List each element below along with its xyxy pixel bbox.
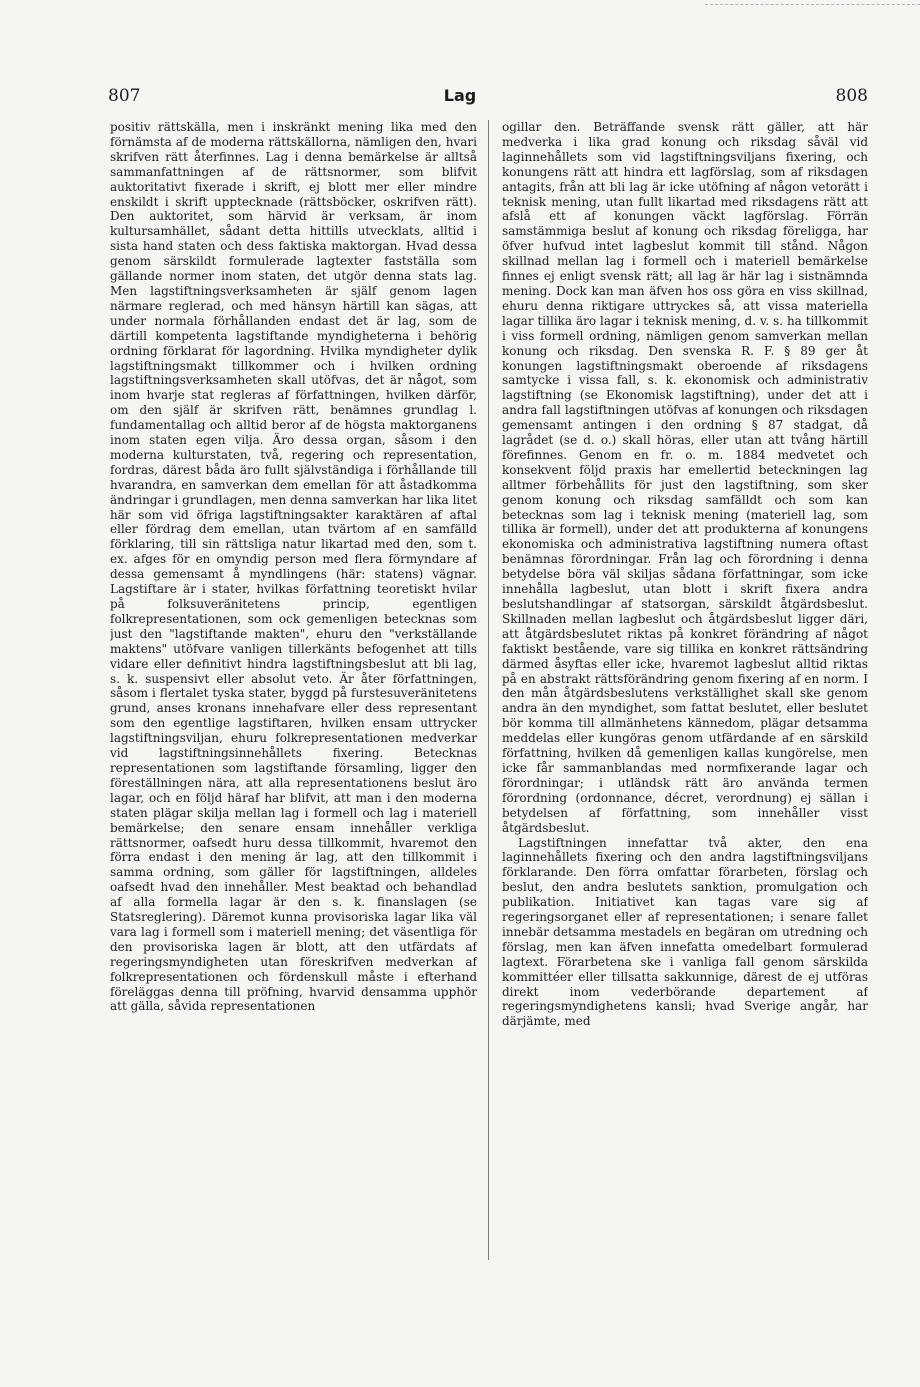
right-paragraph-2: Lagstiftningen innefattar två akter, den ena laginnehållets fixering och den andra lagstiftningsviljans förklarande. Den förra omfattar förarbeten, förslag och beslut, den andra beslutets sanktion, promulgation och publikation. Initiativet kan tagas vare sig af regeringsorganet eller af representationen; i senare fallet innebär detsamma mestadels en begäran om utredning och förslag, men kan äfven innefatta omedelbart formulerad lagtext. Förarbetena ske i vanliga fall genom särskilda kommittéer eller tillsatta sakkunnige, därest de ej utföras direkt inom vederbörande departement af regeringsmyndighetens kansli; hvad Sverige angår, har därjämte, med — [502, 835, 868, 1029]
page-number-left: 807 — [108, 86, 141, 106]
top-edge-rule — [705, 4, 920, 5]
running-title: Lag — [443, 86, 477, 105]
left-paragraph-1: positiv rättskälla, men i inskränkt mening lika med den förnämsta af de moderna rättskällorna, nämligen den, hvari skrifven rätt återfinnes. Lag i denna bemärkelse är alltså sammanfattningen af de rättsnormer, som blifvit auktoritativt fixerade i skrift, ej blott mer eller mindre enskildt i skrift upptecknade (rättsböcker, oskrifven rätt). Den auktoritet, som härvid är verksam, är inom kultursamhället, sådant detta hittills utvecklats, alltid i sista hand staten och dess faktiska maktorgan. Hvad dessa genom särskildt formulerade lagtexter fastställa som gällande normer inom staten, det utgör denna stats lag. Men lagstiftningsverksamheten är själf genom lagen närmare reglerad, och med hänsyn härtill kan sägas, att under normala förhållanden endast det är lag, som de därtill kompetenta lagstiftande myndigheterna i behörig ordning förklarat för lagordning. Hvilka myndigheter dylik lagstiftningsmakt tillkommer och i hvilken ordning lagstiftningsverksamheten skall utöfvas, det är något, som inom hvarje stat regleras af författningen, hvilken därför, om den själf är skrifven rätt, benämnes grundlag l. fundamentallag och alltid beror af de högsta maktorganens inom staten egen vilja. Äro dessa organ, såsom i den moderna kulturstaten, två, regering och representation, fordras, därest båda äro fullt självständiga i förhållande till hvarandra, en samverkan dem emellan för att åstadkomma ändringar i grundlagen, men denna samverkan har lika litet här som vid öfriga lagstiftningsakter karaktären af aftal eller fördrag dem emellan, utan tvärtom af en samfälld förklaring, till sin rättsliga natur likartad med den, som t. ex. afges för en omyndig person med flera förmyndare af dessa gemensamt å myndlingens (här: statens) vägnar. Lagstiftare är i stater, hvilkas författning teoretiskt hvilar på folksuveränitetens princip, egentligen folkrepresentationen, som ock gemenligen betecknas som just den "lagstiftande makten", ehuru den "verkställande maktens" utöfvare vanligen tillerkänts befogenhet att tills vidare eller definitivt hindra lagstiftningsbeslut att bli lag, s. k. suspensivt eller absolut veto. Är åter författningen, såsom i flertalet tyska stater, byggd på furstesuveränitetens grund, anses kronans innehafvare eller dess representant som den egentlige lagstiftaren, hvilken ensam uttrycker lagstiftningsviljan, ehuru folkrepresentationen medverkar vid lagstiftningsinnehållets fixering. Betecknas representationen som lagstiftande församling, ligger den föreställningen nära, att alla representationens beslut äro lagar, och en följd häraf har blifvit, att man i den moderna staten plägar skilja mellan lag i formell och lag i materiell bemärkelse; den senare ensam innehåller verkliga rättsnormer, oafsedt huru dessa tillkommit, hvaremot den förra endast i den mening är lag, att den tillkommit i samma ordning, som gäller för lagstiftningen, alldeles oafsedt hvad den innehåller. Mest beaktad och behandlad af alla formella lagar är den s. k. finanslagen (se Statsreglering). Däremot kunna provisoriska lagar lika väl vara lag i formell som i materiell mening; det väsentliga för den provisoriska lagen är blott, att den utfärdats af regeringsmyndigheten utan föreskrifven medverkan af folkrepresentationen och fördenskull måste i efterhand föreläggas denna till pröfning, hvarvid densamma upphör att gälla, såvida representationen — [110, 120, 477, 1014]
right-column — [502, 120, 868, 1270]
page-number-right: 808 — [835, 86, 868, 106]
right-paragraph-1: ogillar den. Beträffande svensk rätt gäller, att här medverka i lika grad konung och riksdag såväl vid laginnehållets som vid lagstiftningsviljans fixering, och konungens rätt att hindra ett lagförslag, som af riksdagen antagits, från att bli lag är icke utöfning af någon vetorätt i teknisk mening, utan fullt likartad med riksdagens rätt att afslå ett af konungen väckt lagförslag. Förrän samstämmiga beslut af konung och riksdag föreligga, har öfver hufvud intet lagbeslut kommit till stånd. Någon skillnad mellan lag i formell och i materiell bemärkelse finnes ej enligt svensk rätt; all lag är här lag i sistnämnda mening. Dock kan man äfven hos oss göra en viss skillnad, ehuru denna riktigare uttryckes så, att vissa materiella lagar tillika äro lagar i teknisk mening, d. v. s. ha tillkommit i viss formell ordning, nämligen genom samverkan mellan konung och riksdag. Den svenska R. F. § 89 ger åt konungen lagstiftningsmakt oberoende af riksdagens samtycke i vissa fall, s. k. ekonomisk och administrativ lagstiftning (se Ekonomisk lagstiftning), under det att i andra fall lagstiftningen utöfvas af konungen och riksdagen gemensamt antingen i den ordning § 87 stadgat, då lagrådet (se d. o.) skall höras, eller utan att tvång härtill förefinnes. Genom en fr. o. m. 1884 medvetet och konsekvent följd praxis har emellertid beteckningen lag alltmer förbehållits för just den lagstiftning, som sker genom konung och riksdag samfälldt och som kan betecknas som lag i teknisk mening (materiell lag, som tillika är formell), under det att produkterna af konungens ekonomiska och administrativa lagstiftning numera oftast benämnas förordningar. Från lag och förordning i denna betydelse böra väl skiljas sådana författningar, som icke innehålla lagbeslut, utan blott i skrift fixera andra beslutshandlingar af statsorgan, särskildt åtgärdsbeslut. Skillnaden mellan lagbeslut och åtgärdsbeslut ligger däri, att åtgärdsbeslutet riktas på konkret förändring af något faktiskt bestående, vare sig tillika en konkret rättsändring därmed åsyftas eller icke, hvaremot lagbeslut alltid riktas på en abstrakt rättsförändring genom fixering af en norm. I den mån åtgärdsbeslutens verkställighet skall ske genom andra än den myndighet, som fattat beslutet, eller beslutet bör komma till allmänhetens kännedom, plägar detsamma meddelas eller kungöras genom utfärdande af en särskild författning, hvilken då gemenligen kallas kungörelse, men icke får sammanblandas med normfixerande lagar och förordningar; i utländsk rätt äro använda termen förordning (ordonnance, décret, verordnung) ej sällan i betydelsen af författning, som innehåller visst åtgärdsbeslut. — [502, 120, 868, 835]
left-column — [110, 120, 477, 1270]
page-header — [0, 84, 920, 114]
column-divider — [488, 120, 489, 1260]
